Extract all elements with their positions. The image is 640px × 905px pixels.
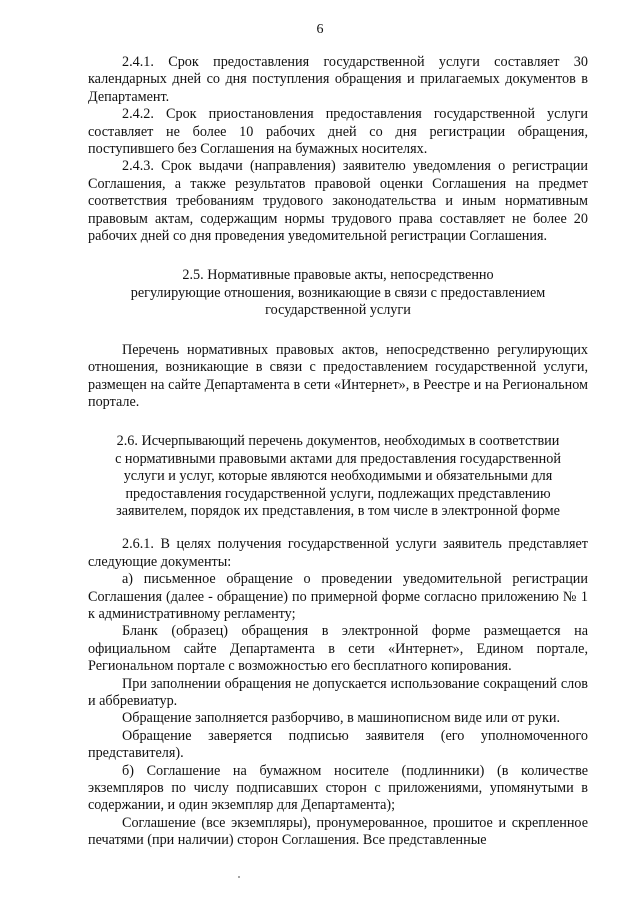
paragraph-agreement: Соглашение (все экземпляры), пронумерованное, прошитое и скрепленное печатями (при наличии) сторон Соглашения. Все представленные	[88, 814, 588, 849]
item-b: б) Соглашение на бумажном носителе (подлинники) (в количестве экземпляров по числу подписавших сторон с приложениями, упомянутыми в содержании, и один экземпляр для Департамента);	[88, 762, 588, 814]
spacer	[88, 245, 588, 267]
page-number: 6	[316, 22, 324, 37]
heading-line: 2.6. Исчерпывающий перечень документов, необходимых в соответствии	[116, 433, 560, 450]
document-body	[88, 54, 588, 850]
paragraph-2-6-1: 2.6.1. В целях получения государственной услуги заявитель представляет следующие документы:	[88, 536, 588, 570]
paragraph-signature: Обращение заверяется подписью заявителя (его уполномоченного представителя).	[88, 727, 588, 762]
paragraph-2-4-1: 2.4.1. Срок предоставления государственной услуги составляет 30 календарных дней со дня поступления обращения и прилагаемых документов в Департамент.	[88, 54, 588, 105]
heading-line: государственной услуги	[265, 302, 411, 319]
scan-speck	[238, 876, 240, 878]
heading-line: с нормативными правовыми актами для предоставления государственной	[115, 450, 561, 467]
paragraph-2-4-2: 2.4.2. Срок приостановления предоставления государственной услуги составляет не более 10 рабочих дней со дня регистрации обращения, поступившего без Соглашения на бумажных носителях.	[88, 106, 588, 158]
spacer	[88, 320, 588, 342]
section-2-6-heading	[88, 433, 588, 520]
heading-line: регулирующие отношения, возникающие в связи с предоставлением	[130, 284, 546, 301]
paragraph-blank-form: Бланк (образец) обращения в электронной форме размещается на официальном сайте Департамента в сети «Интернет», Едином портале, Региональном портале с возможностью его бесплатного копирования.	[88, 623, 588, 675]
spacer	[88, 520, 588, 536]
paragraph-legible: Обращение заполняется разборчиво, в машинописном виде или от руки.	[122, 710, 561, 727]
heading-line: заявителем, порядок их представления, в том числе в электронной форме	[116, 502, 560, 519]
paragraph-no-abbreviations: При заполнении обращения не допускается использование сокращений слов и аббревиатур.	[88, 675, 588, 709]
paragraph-2-4-3: 2.4.3. Срок выдачи (направления) заявителю уведомления о регистрации Соглашения, а также результатов правовой оценки Соглашения на предмет соответствия требованиям трудового законодательства и иным нормативным правовым актам, содержащим нормы трудового права составляет не более 20 рабочих дней со дня проведения уведомительной регистрации Соглашения.	[88, 158, 588, 245]
spacer	[88, 411, 588, 433]
item-a: а) письменное обращение о проведении уведомительной регистрации Соглашения (далее - обращение) по примерной форме согласно приложению № 1 к административному регламенту;	[88, 571, 588, 622]
paragraph-2-5: Перечень нормативных правовых актов, непосредственно регулирующих отношения, возникающие в связи с предоставлением государственной услуги, размещен на сайте Департамента в сети «Интернет», в Реестре и на Региональном портале.	[88, 341, 588, 410]
heading-line: предоставления государственной услуги, подлежащих представлению	[125, 485, 551, 502]
heading-line: услуги и услуг, которые являются необходимыми и обязательными для	[123, 468, 553, 485]
heading-line: 2.5. Нормативные правовые акты, непосредственно	[182, 267, 494, 284]
section-2-5-heading	[88, 267, 588, 319]
